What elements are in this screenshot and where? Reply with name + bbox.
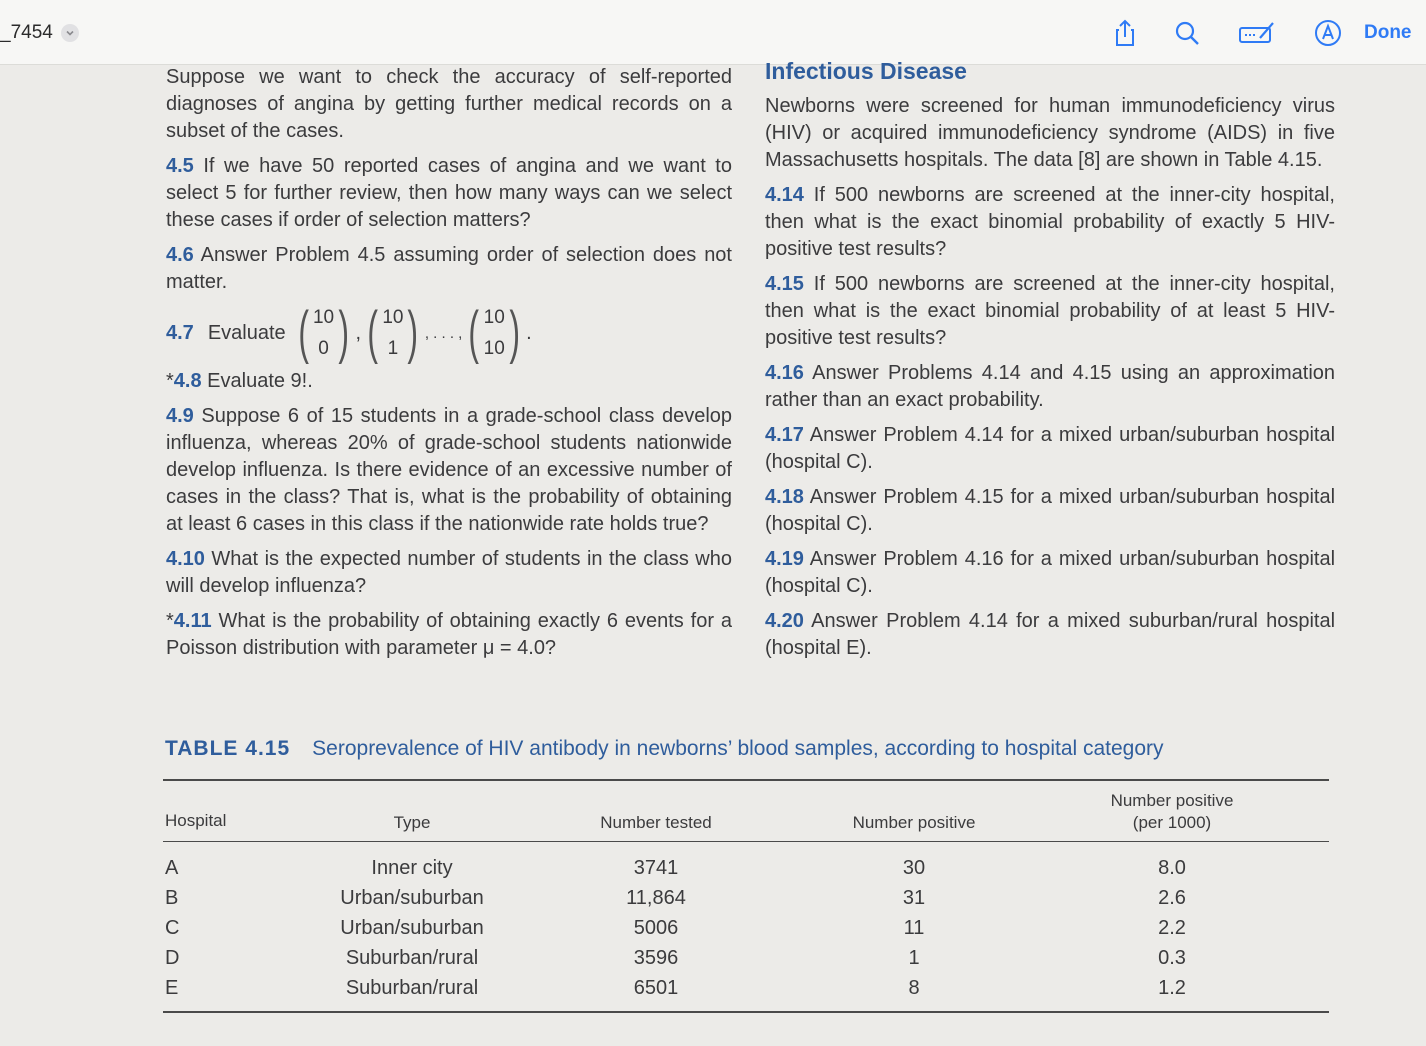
- cell-positive: 8: [908, 977, 920, 999]
- table-title: Seroprevalence of HIV antibody in newborns’ blood samples, according to hospital category: [312, 737, 1164, 760]
- problem-text: Answer Problem 4.16 for a mixed urban/suburban hospital (hospital C).: [765, 548, 1336, 597]
- problem-4-6: [166, 242, 732, 296]
- cell-type: Suburban/rural: [345, 977, 479, 999]
- problem-text: Answer Problem 4.15 for a mixed urban/suburban hospital (hospital C).: [765, 486, 1336, 535]
- left-intro: Suppose we want to check the accuracy of self-reported diagnoses of angina by getting further medical records on a subset of the cases.: [166, 66, 732, 142]
- document-page: [0, 58, 1426, 1046]
- problem-text: Evaluate 9!.: [207, 370, 313, 392]
- cell-tested: 6501: [633, 977, 679, 999]
- problem-4-20: [765, 608, 1335, 662]
- binomial-10-1: ( 10 1 ): [367, 300, 419, 365]
- cell-hospital: B: [165, 887, 179, 909]
- autofill-icon[interactable]: [1313, 18, 1343, 48]
- problem-4-17: [765, 422, 1335, 476]
- cell-tested: 11,864: [626, 887, 686, 909]
- problem-text: What is the probability of obtaining exactly 6 events for a Poisson distribution with parameter μ = 4.0?: [166, 610, 732, 659]
- file-title: _7454: [0, 22, 53, 43]
- problem-number: 4.10: [166, 548, 205, 570]
- cell-type: Suburban/rural: [345, 947, 479, 969]
- problem-4-10: [166, 546, 732, 600]
- header-per-1000-line2: (per 1000): [1132, 813, 1212, 832]
- header-hospital: Hospital: [165, 811, 227, 830]
- problem-number: 4.5: [166, 155, 194, 177]
- cell-per1000: 2.6: [1158, 887, 1186, 909]
- search-icon[interactable]: [1172, 18, 1202, 48]
- starred-mark: *: [166, 610, 174, 632]
- cell-tested: 3741: [633, 857, 679, 879]
- binom-end: .: [526, 321, 532, 344]
- right-intro: Newborns were screened for human immunodeficiency virus (HIV) or acquired immunodeficiency syndrome (AIDS) in five Massachusetts hospitals. The data [8] are shown in Table 4.15.: [765, 95, 1335, 171]
- problem-text: Evaluate: [207, 321, 286, 344]
- header-positive: Number positive: [852, 813, 976, 832]
- problem-4-9: [166, 403, 732, 538]
- cell-positive: 31: [902, 887, 926, 909]
- cell-positive: 1: [908, 947, 920, 969]
- problem-number: 4.8: [173, 370, 202, 392]
- cell-per1000: 2.2: [1158, 917, 1186, 939]
- problem-4-7: [166, 298, 732, 368]
- problem-number: 4.15: [765, 273, 804, 295]
- problem-4-18: [765, 484, 1335, 538]
- cell-positive: 11: [903, 917, 925, 939]
- toolbar: [0, 0, 1426, 65]
- binom-bottom: 10: [483, 338, 505, 359]
- table-header-rule: [163, 841, 1329, 842]
- cell-hospital: D: [165, 947, 180, 969]
- problem-4-11: [166, 608, 732, 662]
- chevron-down-icon: [61, 24, 79, 42]
- problem-4-19: [765, 546, 1335, 600]
- table-top-rule: [163, 779, 1329, 781]
- problem-4-16: [765, 360, 1335, 414]
- problem-number: 4.11: [173, 610, 212, 632]
- binomial-10-10: ( 10 10 ): [468, 300, 520, 365]
- problem-number: 4.18: [765, 486, 804, 508]
- binom-top: 10: [483, 307, 505, 328]
- problem-text: Suppose 6 of 15 students in a grade-school class develop influenza, whereas 20% of grade-school students nationwide develop influenza. Is there evidence of an excessive number of cases in the class? That is, what is the probability of obtaining at least 6 cases in this class if the nationwide rate holds true?: [166, 405, 733, 535]
- table-caption: [165, 737, 1164, 761]
- problem-text: If 500 newborns are screened at the inner-city hospital, then what is the exact binomial probability of exactly 5 HIV-positive test results?: [765, 184, 1335, 260]
- binom-top: 10: [312, 307, 335, 328]
- markup-icon[interactable]: [1238, 18, 1276, 48]
- cell-positive: 30: [902, 857, 926, 879]
- done-button[interactable]: Done: [1364, 22, 1412, 43]
- problem-number: 4.17: [765, 424, 804, 446]
- cell-type: Urban/suburban: [340, 917, 484, 939]
- problem-text: Answer Problem 4.14 for a mixed suburban/rural hospital (hospital E).: [765, 610, 1336, 659]
- cell-per1000: 0.3: [1158, 947, 1186, 969]
- problem-text: Answer Problem 4.5 assuming order of selection does not matter.: [166, 244, 732, 293]
- cell-per1000: 8.0: [1158, 857, 1186, 879]
- cell-type: Inner city: [371, 857, 453, 879]
- table-bottom-rule: [163, 1011, 1329, 1013]
- binom-bottom: 1: [387, 338, 399, 359]
- binom-bottom: 0: [318, 338, 329, 359]
- problem-text: If we have 50 reported cases of angina and we want to select 5 for further review, then how many ways can we select these cases if order of selection matters?: [166, 155, 732, 231]
- cell-per1000: 1.2: [1158, 977, 1186, 999]
- header-per-1000: [1092, 790, 1252, 834]
- cell-tested: 3596: [633, 947, 679, 969]
- cell-hospital: E: [165, 977, 179, 999]
- header-type: Type: [393, 813, 431, 832]
- header-per-1000-line1: Number positive: [1110, 791, 1234, 810]
- problem-4-8: [166, 368, 732, 395]
- problem-number: 4.14: [765, 184, 804, 206]
- binom-ellipsis: , . . . ,: [424, 324, 463, 342]
- cell-hospital: C: [165, 917, 180, 939]
- share-icon[interactable]: [1110, 18, 1140, 48]
- problem-4-5: [166, 153, 732, 234]
- file-title-menu[interactable]: [0, 22, 79, 44]
- binom-top: 10: [382, 307, 404, 328]
- problem-4-15: [765, 271, 1335, 352]
- header-tested: Number tested: [600, 813, 712, 832]
- binomial-10-0: ( 10 0 ): [298, 300, 350, 365]
- problem-text: Answer Problem 4.14 for a mixed urban/suburban hospital (hospital C).: [765, 424, 1336, 473]
- section-heading: Infectious Disease: [765, 58, 967, 84]
- cell-type: Urban/suburban: [340, 887, 484, 909]
- problem-number: 4.9: [166, 405, 194, 427]
- starred-mark: *: [166, 370, 174, 392]
- left-column: [166, 64, 732, 662]
- problem-number: 4.19: [765, 548, 804, 570]
- problem-number: 4.7: [166, 321, 194, 344]
- cell-tested: 5006: [633, 917, 679, 939]
- problem-4-14: [765, 182, 1335, 263]
- binom-separator: ,: [355, 321, 362, 344]
- problem-text: What is the expected number of students in the class who will develop influenza?: [166, 548, 732, 597]
- right-column: [765, 58, 1335, 662]
- problem-number: 4.16: [765, 362, 804, 384]
- problem-text: Answer Problems 4.14 and 4.15 using an approximation rather than an exact probability.: [765, 362, 1336, 411]
- cell-hospital: A: [165, 857, 179, 879]
- problem-number: 4.20: [765, 610, 804, 632]
- table-label: TABLE 4.15: [165, 737, 291, 760]
- problem-text: If 500 newborns are screened at the inner-city hospital, then what is the exact binomial probability of at least 5 HIV-positive test results?: [765, 273, 1335, 349]
- problem-number: 4.6: [166, 244, 194, 266]
